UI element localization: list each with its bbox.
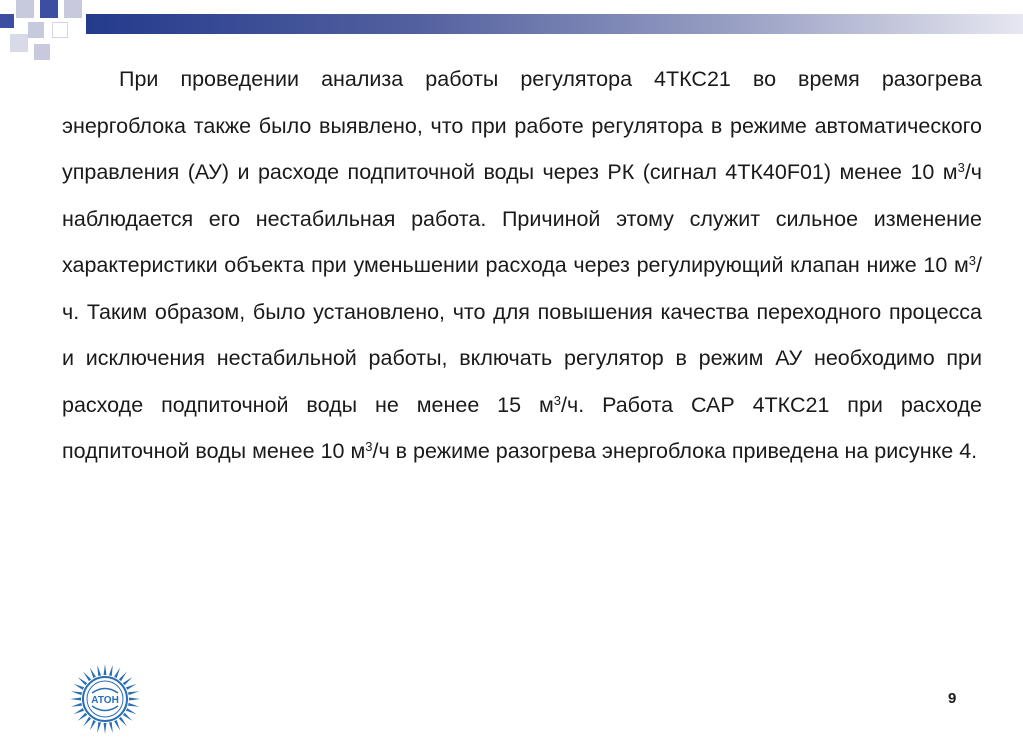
logo-ray xyxy=(119,717,127,727)
logo-ray xyxy=(119,672,127,682)
logo-ray xyxy=(90,667,96,678)
logo-ray xyxy=(104,723,107,734)
logo-ray xyxy=(104,664,107,675)
decorative-square xyxy=(52,22,68,38)
logo-ray xyxy=(71,691,82,695)
logo-text: АТОН xyxy=(91,695,119,706)
logo-ray xyxy=(128,691,139,695)
logo-ray xyxy=(128,703,139,707)
superscript: 3 xyxy=(968,253,977,268)
logo-ray xyxy=(123,713,133,721)
decorative-square xyxy=(64,0,82,18)
paragraph-text: При проведении анализа работы регулятора 4ТКС21 во время разогрева энергоблока также было выявлено, что при работе регулятора в режиме автоматического управления (АУ) и расходе подпиточной воды через РК (сигнал 4ТК40F01) менее 10 м xyxy=(62,67,982,184)
page-number: 9 xyxy=(948,690,957,707)
logo-ray xyxy=(90,720,96,731)
body-paragraph xyxy=(62,56,982,475)
logo-ray xyxy=(109,665,113,676)
logo-ray xyxy=(129,698,140,701)
logo-ray xyxy=(73,684,84,690)
paragraph-text: /ч. Таким образом, было установлено, что для повышения качества переходного процесса и исключения нестабильной работы, включать регулятор в режим АУ необходимо при расходе подпиточной воды не менее 15 м xyxy=(62,253,982,417)
logo-emblem-icon xyxy=(68,662,142,736)
superscript: 3 xyxy=(957,160,965,175)
paragraph-text: /ч в режиме разогрева энергоблока приведена на рисунке 4. xyxy=(372,439,978,463)
decorative-square xyxy=(10,34,28,52)
company-logo xyxy=(68,662,142,736)
header-gradient-bar xyxy=(86,14,1023,34)
logo-ray xyxy=(73,708,84,714)
logo-ray xyxy=(123,677,133,685)
decorative-square xyxy=(0,14,14,28)
logo-ray xyxy=(83,672,91,682)
logo-ray xyxy=(126,708,137,714)
paragraph-text: /ч. Работа САР 4ТКС21 при расходе подпиточной воды менее 10 м xyxy=(62,392,982,463)
logo-ray xyxy=(71,703,82,707)
decorative-square xyxy=(28,22,44,38)
logo-ray xyxy=(83,717,91,727)
decorative-square xyxy=(16,0,34,18)
logo-ray xyxy=(114,667,120,678)
logo-ray xyxy=(78,677,88,685)
decorative-square xyxy=(40,0,58,18)
logo-ray xyxy=(109,722,113,733)
logo-ray xyxy=(97,665,101,676)
logo-ray xyxy=(78,713,88,721)
superscript: 3 xyxy=(553,392,562,408)
logo-ray xyxy=(70,698,81,701)
decorative-square xyxy=(34,44,50,60)
superscript: 3 xyxy=(365,439,373,454)
logo-ray xyxy=(114,720,120,731)
logo-ray xyxy=(97,722,101,733)
paragraph-text: /ч наблюдается его нестабильная работа. Причиной этому служит сильное изменение характеристики объекта при уменьшении расхода через регулирующий клапан ниже 10 м xyxy=(62,160,982,277)
logo-ray xyxy=(126,684,137,690)
